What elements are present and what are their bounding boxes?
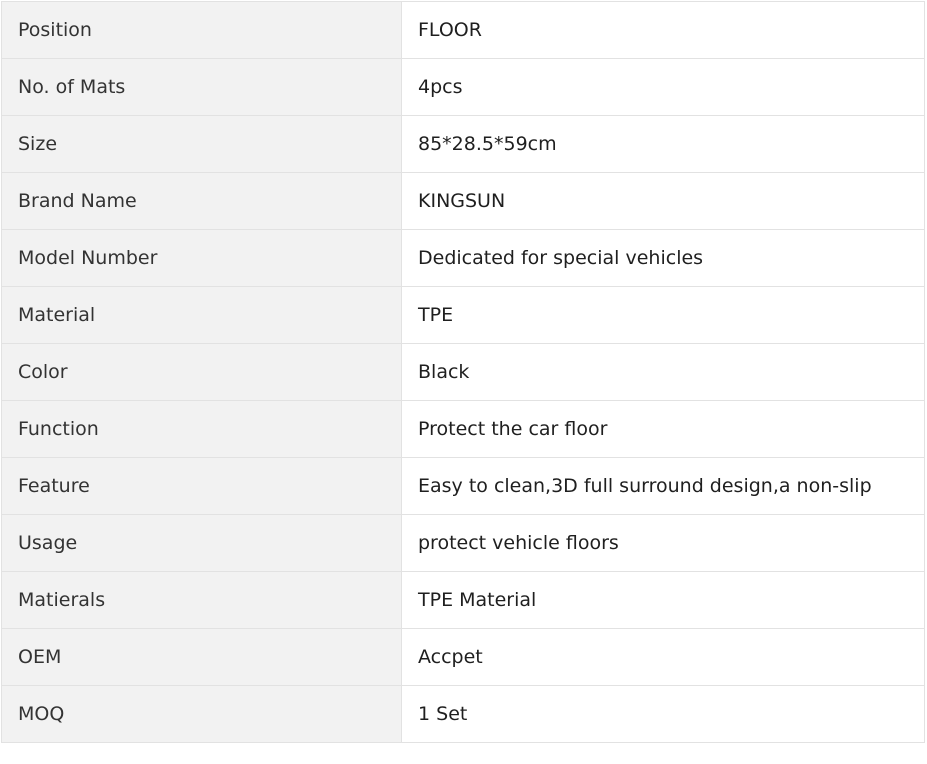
spec-value-material: TPE — [402, 287, 925, 344]
spec-value-feature: Easy to clean,3D full surround design,a non-slip — [402, 458, 925, 515]
table-row — [2, 344, 925, 401]
spec-value-model-number: Dedicated for special vehicles — [402, 230, 925, 287]
spec-value-position: FLOOR — [402, 2, 925, 59]
table-row — [2, 629, 925, 686]
spec-table-body — [2, 2, 925, 743]
table-row — [2, 515, 925, 572]
table-row — [2, 116, 925, 173]
spec-label-color: Color — [2, 344, 402, 401]
table-row — [2, 230, 925, 287]
table-row — [2, 686, 925, 743]
table-row — [2, 458, 925, 515]
spec-value-usage: protect vehicle floors — [402, 515, 925, 572]
spec-label-oem: OEM — [2, 629, 402, 686]
table-row — [2, 401, 925, 458]
spec-value-matierals: TPE Material — [402, 572, 925, 629]
spec-label-feature: Feature — [2, 458, 402, 515]
spec-label-model-number: Model Number — [2, 230, 402, 287]
spec-label-function: Function — [2, 401, 402, 458]
spec-label-moq: MOQ — [2, 686, 402, 743]
table-row — [2, 2, 925, 59]
spec-label-position: Position — [2, 2, 402, 59]
spec-label-no-of-mats: No. of Mats — [2, 59, 402, 116]
spec-label-matierals: Matierals — [2, 572, 402, 629]
spec-value-function: Protect the car floor — [402, 401, 925, 458]
table-row — [2, 572, 925, 629]
spec-value-size: 85*28.5*59cm — [402, 116, 925, 173]
product-spec-table — [1, 1, 925, 743]
table-row — [2, 287, 925, 344]
table-row — [2, 59, 925, 116]
spec-label-material: Material — [2, 287, 402, 344]
spec-value-brand-name: KINGSUN — [402, 173, 925, 230]
spec-value-no-of-mats: 4pcs — [402, 59, 925, 116]
spec-value-moq: 1 Set — [402, 686, 925, 743]
spec-label-usage: Usage — [2, 515, 402, 572]
spec-label-brand-name: Brand Name — [2, 173, 402, 230]
spec-value-oem: Accpet — [402, 629, 925, 686]
table-row — [2, 173, 925, 230]
spec-value-color: Black — [402, 344, 925, 401]
spec-label-size: Size — [2, 116, 402, 173]
